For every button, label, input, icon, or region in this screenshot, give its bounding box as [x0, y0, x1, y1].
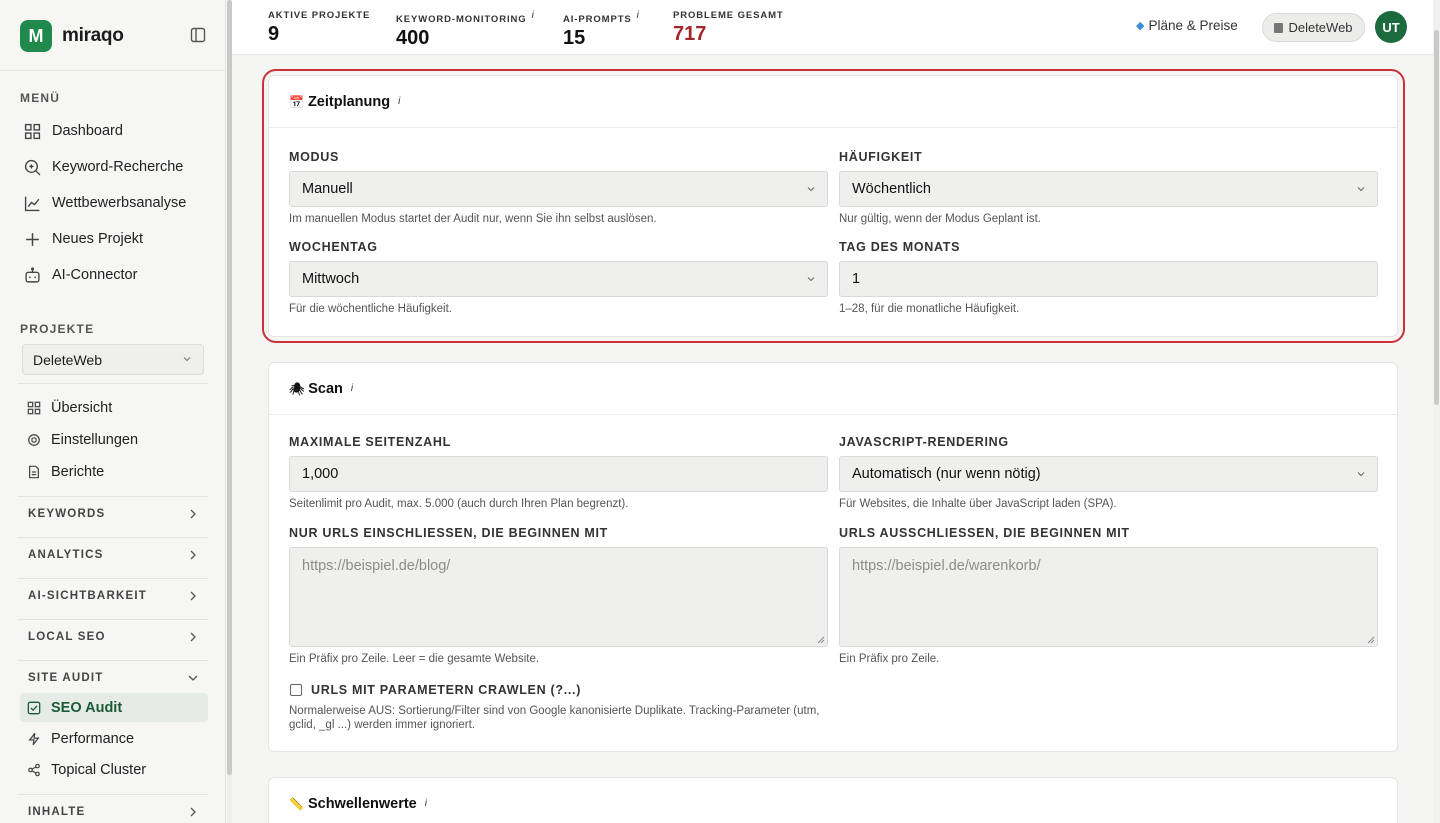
group-label: INHALTE	[28, 806, 86, 818]
nav-label: Berichte	[51, 464, 105, 480]
scrollbar-thumb[interactable]	[1434, 30, 1439, 405]
chevron-right-icon	[190, 509, 196, 519]
logo-text: miraqo	[62, 25, 124, 46]
stats-header	[232, 0, 1440, 55]
chevron-right-icon	[190, 632, 196, 642]
nav-berichte[interactable]	[20, 458, 208, 486]
stat-probleme-gesamt	[673, 10, 784, 46]
nav-label: Performance	[51, 731, 135, 747]
field-label: JAVASCRIPT-RENDERING	[839, 435, 1009, 449]
wochentag-select[interactable]	[289, 261, 828, 297]
info-icon[interactable]: i	[424, 798, 427, 809]
logo-mark: M	[20, 20, 52, 52]
chevron-right-icon	[190, 807, 196, 817]
building-icon	[1274, 23, 1283, 33]
modus-field	[289, 150, 828, 225]
calendar-icon: 📅	[289, 94, 304, 109]
resize-grip-icon[interactable]	[817, 636, 825, 644]
search-icon	[24, 159, 41, 176]
chevron-down-icon	[1357, 471, 1365, 477]
project-select[interactable]	[22, 344, 204, 375]
grid-icon	[27, 401, 41, 415]
card-title: Zeitplanung	[307, 93, 391, 110]
sidebar-scrollbar[interactable]	[227, 0, 232, 823]
divider	[18, 496, 208, 497]
group-label: KEYWORDS	[28, 508, 106, 520]
group-keywords[interactable]	[28, 504, 200, 524]
nav-label: Übersicht	[51, 400, 113, 416]
field-help: Seitenlimit pro Audit, max. 5.000 (auch durch Ihren Plan begrenzt).	[289, 498, 629, 510]
checkbox-label[interactable]: URLS MIT PARAMETERN CRAWLEN (?...)	[311, 683, 582, 697]
nav-neues-projekt[interactable]	[20, 224, 208, 254]
card-header	[269, 778, 1397, 823]
info-icon[interactable]: i	[636, 10, 640, 21]
nav-wettbewerbsanalyse[interactable]	[20, 188, 208, 218]
max-seitenzahl-field	[289, 435, 828, 510]
stat-aktive-projekte	[268, 10, 370, 46]
nav-seo-audit[interactable]	[20, 693, 208, 722]
stat-keyword-monitoring	[396, 10, 535, 50]
sidebar	[0, 0, 226, 823]
avatar[interactable]: UT	[1375, 11, 1407, 43]
stat-label: AKTIVE PROJEKTE	[268, 10, 371, 21]
group-inhalte[interactable]	[28, 802, 200, 822]
chevron-right-icon	[190, 591, 196, 601]
field-help: Für Websites, die Inhalte über JavaScript laden (SPA).	[839, 498, 1117, 510]
checkbox-icon	[27, 701, 41, 715]
card-header	[269, 363, 1397, 415]
chevron-down-icon	[807, 276, 815, 282]
divider	[18, 794, 208, 795]
group-local-seo[interactable]	[28, 627, 200, 647]
params-checkbox-row[interactable]	[290, 683, 581, 697]
info-icon[interactable]: i	[531, 10, 535, 21]
select-value: Manuell	[302, 181, 353, 197]
chevron-down-icon	[188, 675, 198, 681]
field-label: WOCHENTAG	[289, 240, 378, 254]
include-urls-textarea[interactable]	[289, 547, 828, 647]
nav-dashboard[interactable]	[20, 116, 208, 146]
stat-value: 9	[268, 23, 280, 45]
menu-section-label: MENÜ	[20, 91, 61, 105]
card-title: Schwellenwerte	[307, 795, 417, 812]
spider-icon: 🕷	[289, 381, 305, 396]
select-value: Wöchentlich	[852, 181, 931, 197]
share-icon	[27, 763, 41, 777]
group-label: ANALYTICS	[28, 549, 104, 561]
projects-section-label: PROJEKTE	[20, 322, 95, 336]
ruler-icon: 📏	[289, 796, 304, 811]
divider	[18, 537, 208, 538]
select-value: Mittwoch	[302, 271, 360, 287]
params-checkbox[interactable]	[290, 684, 302, 696]
group-ai-sichtbarkeit[interactable]	[28, 586, 200, 606]
chevron-down-icon	[183, 356, 191, 362]
divider	[18, 578, 208, 579]
nav-einstellungen[interactable]	[20, 426, 208, 454]
field-label: TAG DES MONATS	[839, 240, 961, 254]
group-label: LOCAL SEO	[28, 631, 106, 643]
schwellenwerte-card	[268, 777, 1398, 823]
info-icon[interactable]: i	[398, 96, 401, 107]
haeufigkeit-select[interactable]	[839, 171, 1378, 207]
main-scrollbar[interactable]	[1433, 0, 1440, 823]
nav-uebersicht[interactable]	[20, 394, 208, 422]
project-select-value: DeleteWeb	[33, 351, 103, 368]
chevron-down-icon	[807, 186, 815, 192]
plus-icon	[24, 231, 41, 248]
exclude-urls-field	[839, 526, 1378, 665]
gear-icon	[27, 433, 41, 447]
grid-icon	[24, 123, 41, 140]
textarea-placeholder: https://beispiel.de/blog/	[302, 558, 451, 574]
field-help: 1–28, für die monatliche Häufigkeit.	[839, 303, 1020, 315]
card-header	[269, 76, 1397, 128]
field-help: Ein Präfix pro Zeile.	[839, 653, 940, 665]
field-label: NUR URLS EINSCHLIESSEN, DIE BEGINNEN MIT	[289, 526, 608, 540]
group-site-audit[interactable]	[28, 668, 200, 688]
select-value: Automatisch (nur wenn nötig)	[852, 466, 1041, 482]
robot-icon	[24, 267, 41, 284]
nav-label: Dashboard	[52, 123, 123, 139]
nav-ai-connector[interactable]	[20, 260, 208, 290]
divider	[18, 660, 208, 661]
field-help: Für die wöchentliche Häufigkeit.	[289, 303, 452, 315]
plans-label: Pläne & Preise	[1148, 18, 1238, 33]
group-analytics[interactable]	[28, 545, 200, 565]
params-help: Normalerweise AUS: Sortierung/Filter sind von Google kanonisierte Duplikate. Tracking-Parameter (utm, gclid, _gl ...) werden immer ignoriert.	[289, 705, 820, 731]
nav-label: Einstellungen	[51, 432, 139, 448]
info-icon[interactable]: i	[350, 383, 354, 394]
tag-des-monats-field	[839, 240, 1378, 315]
exclude-urls-textarea[interactable]	[839, 547, 1378, 647]
field-help: Nur gültig, wenn der Modus Geplant ist.	[839, 213, 1041, 225]
js-rendering-select[interactable]	[839, 456, 1378, 492]
stat-label: AI-PROMPTS	[563, 14, 632, 26]
field-label: MODUS	[289, 150, 340, 164]
field-help: Im manuellen Modus startet der Audit nur, wenn Sie ihn selbst auslösen.	[289, 213, 657, 225]
stat-ai-prompts	[563, 10, 640, 50]
stat-value: 400	[396, 27, 430, 50]
tag-des-monats-input[interactable]	[839, 261, 1378, 297]
modus-select[interactable]	[289, 171, 828, 207]
input-value: 1	[852, 271, 861, 287]
field-label: HÄUFIGKEIT	[839, 150, 923, 164]
bolt-icon	[27, 732, 41, 746]
chart-line-icon	[24, 195, 41, 212]
stat-label: PROBLEME GESAMT	[673, 10, 784, 21]
group-label: SITE AUDIT	[28, 672, 104, 684]
document-icon	[27, 465, 41, 479]
chevron-right-icon	[190, 550, 196, 560]
chevron-down-icon	[1357, 186, 1365, 192]
nav-label: Keyword-Recherche	[52, 159, 184, 175]
divider	[0, 70, 226, 71]
workspace-label: DeleteWeb	[1288, 20, 1353, 35]
js-rendering-field	[839, 435, 1378, 510]
stat-value: 15	[563, 27, 586, 50]
field-label: URLS AUSSCHLIESSEN, DIE BEGINNEN MIT	[839, 526, 1130, 540]
workspace-button[interactable]	[1262, 13, 1365, 42]
divider	[18, 383, 208, 384]
sidebar-toggle-icon[interactable]	[190, 27, 206, 43]
nav-label: AI-Connector	[52, 267, 138, 283]
haeufigkeit-field	[839, 150, 1378, 225]
card-title: Scan	[308, 380, 343, 397]
include-urls-field	[289, 526, 828, 665]
divider	[18, 619, 208, 620]
nav-label: Topical Cluster	[51, 762, 147, 778]
textarea-placeholder: https://beispiel.de/warenkorb/	[852, 558, 1041, 574]
plans-link[interactable]	[1136, 18, 1238, 33]
stat-value: 717	[673, 23, 707, 45]
nav-label: Neues Projekt	[52, 231, 144, 247]
nav-keyword-recherche[interactable]	[20, 152, 208, 182]
field-help: Ein Präfix pro Zeile. Leer = die gesamte Website.	[289, 653, 540, 665]
field-label: MAXIMALE SEITENZAHL	[289, 435, 451, 449]
brand-logo[interactable]	[20, 20, 210, 52]
scrollbar-thumb[interactable]	[227, 0, 232, 775]
nav-label: SEO Audit	[51, 699, 123, 716]
input-value: 1,000	[302, 466, 339, 482]
diamond-icon: ◆	[1136, 20, 1145, 32]
nav-performance[interactable]	[20, 725, 208, 753]
nav-topical-cluster[interactable]	[20, 756, 208, 784]
group-label: AI-SICHTBARKEIT	[28, 590, 147, 602]
stat-label: KEYWORD-MONITORING	[396, 14, 527, 26]
max-seitenzahl-input[interactable]	[289, 456, 828, 492]
nav-label: Wettbewerbsanalyse	[52, 195, 187, 211]
resize-grip-icon[interactable]	[1367, 636, 1375, 644]
wochentag-field	[289, 240, 828, 315]
